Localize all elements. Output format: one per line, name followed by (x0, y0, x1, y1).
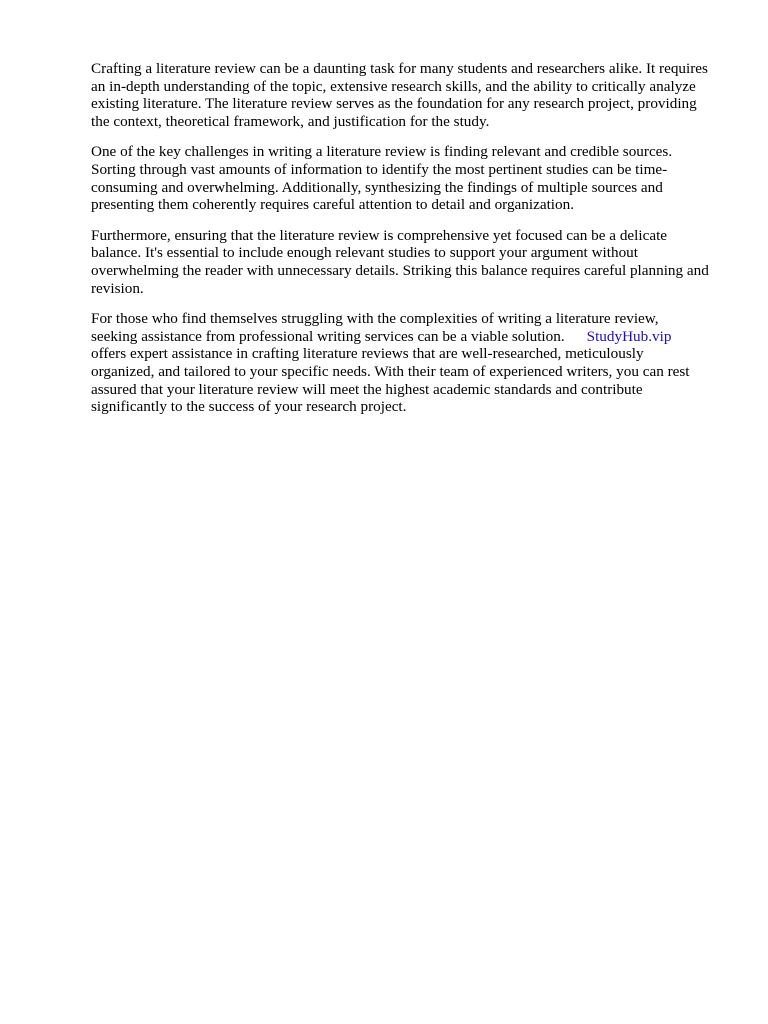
studyhub-link[interactable]: StudyHub.vip (586, 327, 672, 345)
text-line: the context, theoretical framework, and justification for the study. (91, 112, 490, 130)
text-line: revision. (91, 279, 144, 297)
paragraph-balance (91, 227, 731, 297)
text-segment: seeking assistance from professional writing services can be a viable solution. (91, 327, 565, 345)
paragraph-intro (91, 60, 731, 130)
text-line: balance. It's essential to include enough relevant studies to support your argument without (91, 244, 638, 262)
text-line: presenting them coherently requires careful attention to detail and organization. (91, 196, 575, 214)
paragraph-challenges (91, 143, 731, 213)
text-line: Furthermore, ensuring that the literature review is comprehensive yet focused can be a delicate (91, 226, 668, 244)
text-line: consuming and overwhelming. Additionally, synthesizing the findings of multiple sources and (91, 178, 663, 196)
text-line: existing literature. The literature review serves as the foundation for any research project, providing (91, 95, 697, 113)
text-line: significantly to the success of your research project. (91, 398, 407, 416)
text-line: Sorting through vast amounts of information to identify the most pertinent studies can be time- (91, 160, 668, 178)
text-line: overwhelming the reader with unnecessary details. Striking this balance requires careful planning and (91, 261, 709, 279)
paragraph-assistance (91, 310, 731, 416)
text-line: Crafting a literature review can be a daunting task for many students and researchers alike. It requires (91, 60, 708, 77)
text-line: organized, and tailored to your specific needs. With their team of experienced writers, you can rest (91, 362, 690, 380)
text-line: assured that your literature review will meet the highest academic standards and contribute (91, 380, 643, 398)
text-line: offers expert assistance in crafting literature reviews that are well-researched, meticulously (91, 345, 644, 363)
text-line-with-link (91, 328, 731, 346)
document-page (91, 60, 731, 429)
text-line: One of the key challenges in writing a literature review is finding relevant and credible sources. (91, 143, 673, 161)
text-line: an in-depth understanding of the topic, extensive research skills, and the ability to critically analyze (91, 77, 696, 95)
text-line: For those who find themselves struggling with the complexities of writing a literature review, (91, 310, 659, 328)
